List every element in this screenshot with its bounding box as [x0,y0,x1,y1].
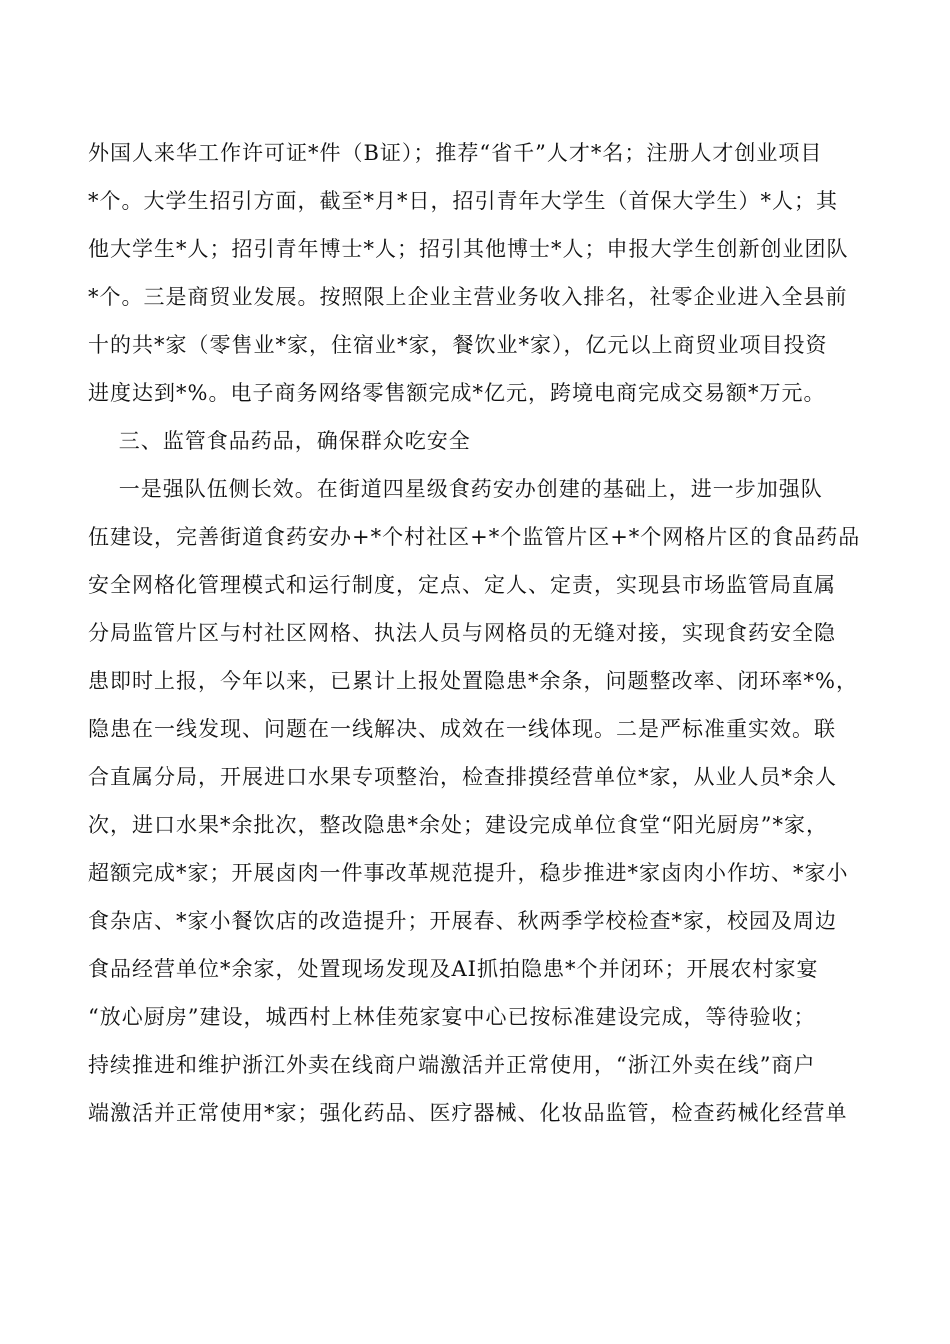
text-line-19: “放心厨房”建设，城西村上林佳苑家宴中心已按标准建设完成，等待验收； [88,1005,816,1029]
text-line-17: 食杂店、*家小餐饮店的改造提升；开展春、秋两季学校检查*家，校园及周边 [88,909,837,933]
text-line-5: 十的共*家（零售业*家，住宿业*家，餐饮业*家），亿元以上商贸业项目投资 [88,333,828,357]
text-line-12: 患即时上报，今年以来，已累计上报处置隐患*余条，问题整改率、闭环率*%， [88,669,858,693]
text-line-16: 超额完成*家；开展卤肉一件事改革规范提升，稳步推进*家卤肉小作坊、*家小 [88,861,849,885]
text-line-4: *个。三是商贸业发展。按照限上企业主营业务收入排名，社零企业进入全县前 [88,285,848,309]
text-line-15: 次，进口水果*余批次，整改隐患*余处；建设完成单位食堂“阳光厨房”*家， [88,813,828,837]
text-line-14: 合直属分局，开展进口水果专项整治，检查排摸经营单位*家，从业人员*余人 [88,765,837,789]
section-heading: 三、监管食品药品，确保群众吃安全 [88,429,471,453]
text-line-8: 一是强队伍侧长效。在街道四星级食药安办创建的基础上，进一步加强队 [88,477,823,501]
text-line-18: 食品经营单位*余家，处置现场发现及AI抓拍隐患*个并闭环；开展农村家宴 [88,957,819,981]
text-line-21: 端激活并正常使用*家；强化药品、医疗器械、化妆品监管，检查药械化经营单 [88,1101,848,1125]
text-line-13: 隐患在一线发现、问题在一线解决、成效在一线体现。二是严标准重实效。联 [88,717,836,741]
text-line-2: *个。大学生招引方面，截至*月*日，招引青年大学生（首保大学生）*人；其 [88,189,838,213]
text-line-6: 进度达到*%。电子商务网络零售额完成*亿元，跨境电商完成交易额*万元。 [88,381,826,405]
text-line-1: 外国人来华工作许可证*件（B证）；推荐“省千”人才*名；注册人才创业项目 [88,141,823,165]
text-line-9: 伍建设，完善街道食药安办+*个村社区+*个监管片区+*个网格片区的食品药品 [88,525,861,549]
text-line-10: 安全网格化管理模式和运行制度，定点、定人、定责，实现县市场监管局直属 [88,573,836,597]
text-line-11: 分局监管片区与村社区网格、执法人员与网格员的无缝对接，实现食药安全隐 [88,621,836,645]
text-line-20: 持续推进和维护浙江外卖在线商户端激活并正常使用，“浙江外卖在线”商户 [88,1053,816,1077]
text-line-3: 他大学生*人；招引青年博士*人；招引其他博士*人；申报大学生创新创业团队 [88,237,849,261]
